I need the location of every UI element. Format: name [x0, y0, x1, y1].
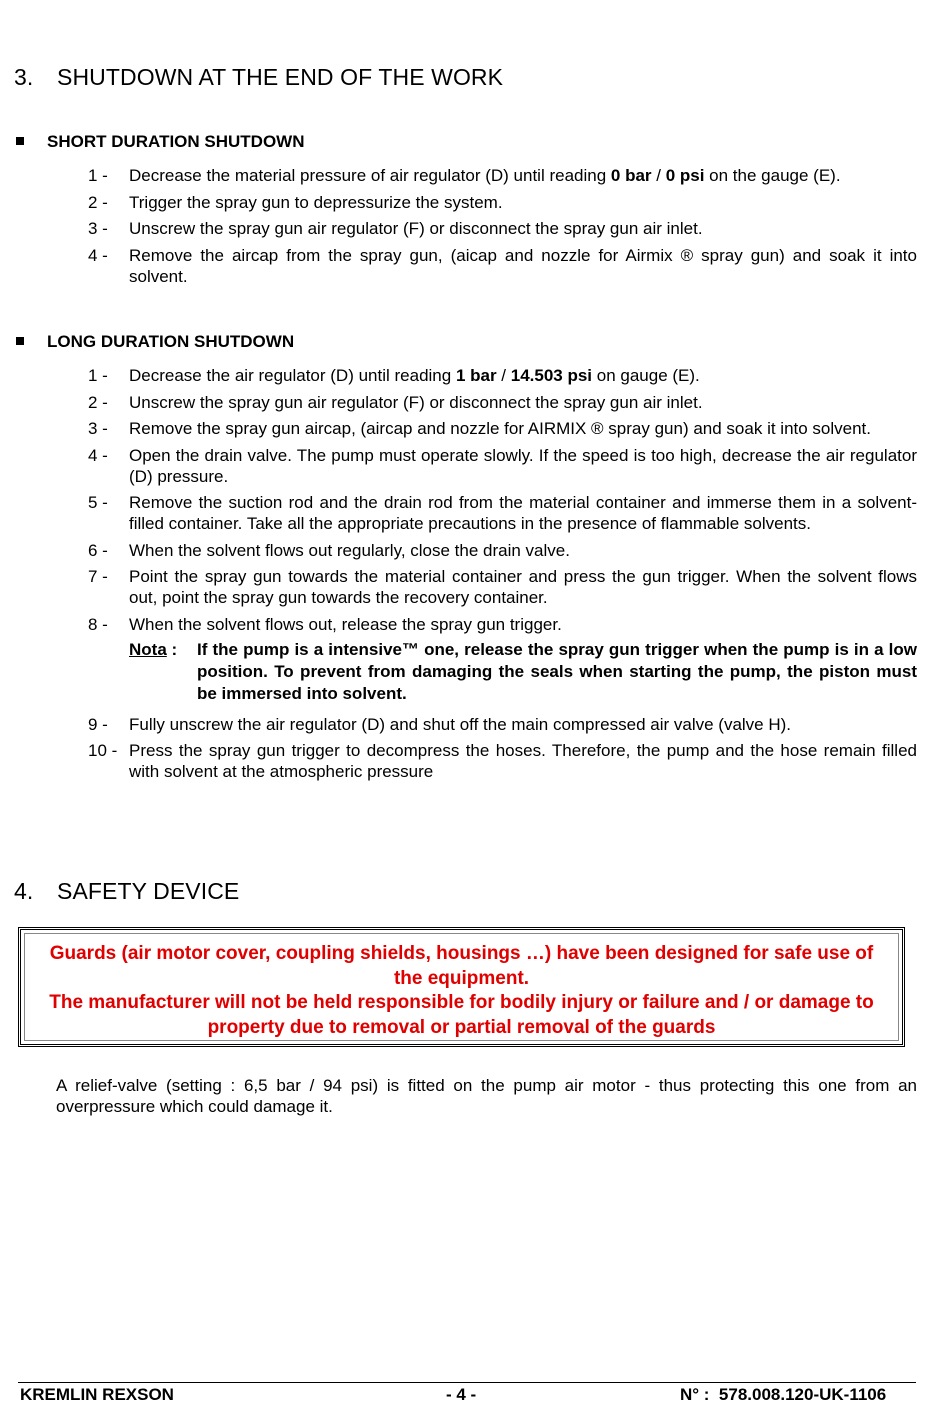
step-text: Open the drain valve. The pump must operate slowly. If the speed is too high, decrease the air regulator (D) pressure. — [129, 445, 917, 486]
step-text: Fully unscrew the air regulator (D) and shut off the main compressed air valve (valve H). — [129, 714, 792, 734]
step-number: 1 - — [88, 366, 108, 385]
step-number: 6 - — [88, 540, 108, 560]
step-number: 1 - — [88, 166, 108, 185]
pressure-psi-value: 14.503 psi — [510, 366, 593, 385]
short-duration-steps — [88, 165, 917, 292]
square-bullet-icon — [16, 137, 24, 145]
footer-document-number: N° : 578.008.120-UK-1106 — [680, 1385, 887, 1404]
step-number: 9 - — [88, 714, 108, 734]
step-text: Unscrew the spray gun air regulator (F) or disconnect the spray gun air inlet. — [129, 219, 703, 238]
step-text: When the solvent flows out regularly, close the drain valve. — [129, 540, 570, 560]
step-text: Trigger the spray gun to depressurize the system. — [129, 192, 503, 212]
nota-colon: : — [171, 639, 178, 659]
step-number: 10 - — [88, 741, 118, 760]
step-text: on the gauge (E). — [704, 166, 841, 185]
step-text: Point the spray gun towards the material container and press the gun trigger. When the solvent flows out, point the spray gun towards the recovery container. — [129, 567, 917, 607]
step-item — [88, 165, 917, 186]
step-number: 4 - — [88, 445, 108, 465]
safety-warning-box — [18, 927, 905, 1047]
nota-note — [129, 639, 917, 705]
footer-page-number: - 4 - — [446, 1385, 477, 1404]
step-text: Remove the spray gun aircap, (aircap and nozzle for AIRMIX ® spray gun) and soak it into solvent. — [129, 419, 872, 438]
step-text: When the solvent flows out, release the spray gun trigger. — [129, 614, 562, 634]
step-item — [88, 445, 917, 487]
step-number: 4 - — [88, 245, 108, 265]
step-text: Press the spray gun trigger to decompress the hoses. Therefore, the pump and the hose remain filled with solvent at the atmospheric pressure — [129, 741, 917, 781]
separator: / — [496, 366, 511, 385]
warning-text-guards: Guards (air motor cover, coupling shields, housings …) have been designed for safe use of the equipment. — [49, 943, 874, 989]
section-heading-safety-device — [14, 878, 239, 905]
step-text: Remove the suction rod and the drain rod from the material container and immerse them in a solvent-filled container. Take all the appropriate precautions in the presence of flammable solvents. — [129, 493, 917, 533]
step-item — [88, 192, 917, 213]
step-item — [88, 540, 917, 561]
step-item — [88, 418, 917, 439]
step-number: 2 - — [88, 192, 108, 212]
warning-inner-frame — [24, 933, 899, 1041]
subheading-label: SHORT DURATION SHUTDOWN — [47, 132, 305, 151]
section-heading-shutdown — [14, 64, 503, 91]
warning-text-liability: The manufacturer will not be held responsible for bodily injury or failure and / or damage to property due to removal or partial removal of the guards — [49, 992, 874, 1038]
step-number: 7 - — [88, 567, 108, 586]
subheading-label: LONG DURATION SHUTDOWN — [47, 332, 295, 351]
step-number: 5 - — [88, 493, 108, 512]
step-text: Decrease the air regulator (D) until reading — [129, 366, 456, 385]
nota-label — [129, 639, 177, 661]
footer-divider — [18, 1382, 916, 1383]
step-item — [88, 566, 917, 608]
step-item — [88, 218, 917, 239]
step-item — [88, 245, 917, 287]
separator: / — [651, 166, 666, 185]
nota-label-text: Nota — [129, 639, 167, 659]
step-item — [88, 492, 917, 534]
step-number: 3 - — [88, 419, 108, 438]
step-number: 8 - — [88, 614, 108, 634]
warning-content — [25, 934, 898, 1040]
footer-company: KREMLIN REXSON — [20, 1385, 174, 1404]
step-item — [88, 614, 917, 705]
step-number: 2 - — [88, 392, 108, 412]
section-number: 3. — [14, 64, 34, 90]
step-text: Remove the aircap from the spray gun, (aicap and nozzle for Airmix ® spray gun) and soak it into solvent. — [129, 245, 917, 286]
section-number: 4. — [14, 878, 34, 904]
pressure-bar-value: 0 bar — [610, 166, 652, 185]
step-text: on gauge (E). — [592, 366, 700, 385]
square-bullet-icon — [16, 337, 24, 345]
pressure-bar-value: 1 bar — [455, 366, 497, 385]
section-title: SHUTDOWN AT THE END OF THE WORK — [57, 64, 504, 90]
nota-text: If the pump is a intensive™ one, release the spray gun trigger when the pump is in a low position. To prevent from damaging the seals when starting the pump, the piston must be immersed into solvent. — [197, 639, 917, 703]
step-item — [88, 365, 917, 386]
step-number: 3 - — [88, 219, 108, 238]
long-duration-steps — [88, 365, 917, 788]
step-item — [88, 392, 917, 413]
step-text: Unscrew the spray gun air regulator (F) or disconnect the spray gun air inlet. — [129, 392, 703, 412]
section-title: SAFETY DEVICE — [57, 878, 240, 904]
relief-valve-paragraph: A relief-valve (setting : 6,5 bar / 94 psi) is fitted on the pump air motor - thus protecting this one from an overpressure which could damage it. — [56, 1076, 917, 1116]
step-item — [88, 740, 917, 782]
step-text: Decrease the material pressure of air regulator (D) until reading — [129, 166, 611, 185]
pressure-psi-value: 0 psi — [665, 166, 705, 185]
step-item — [88, 714, 917, 735]
